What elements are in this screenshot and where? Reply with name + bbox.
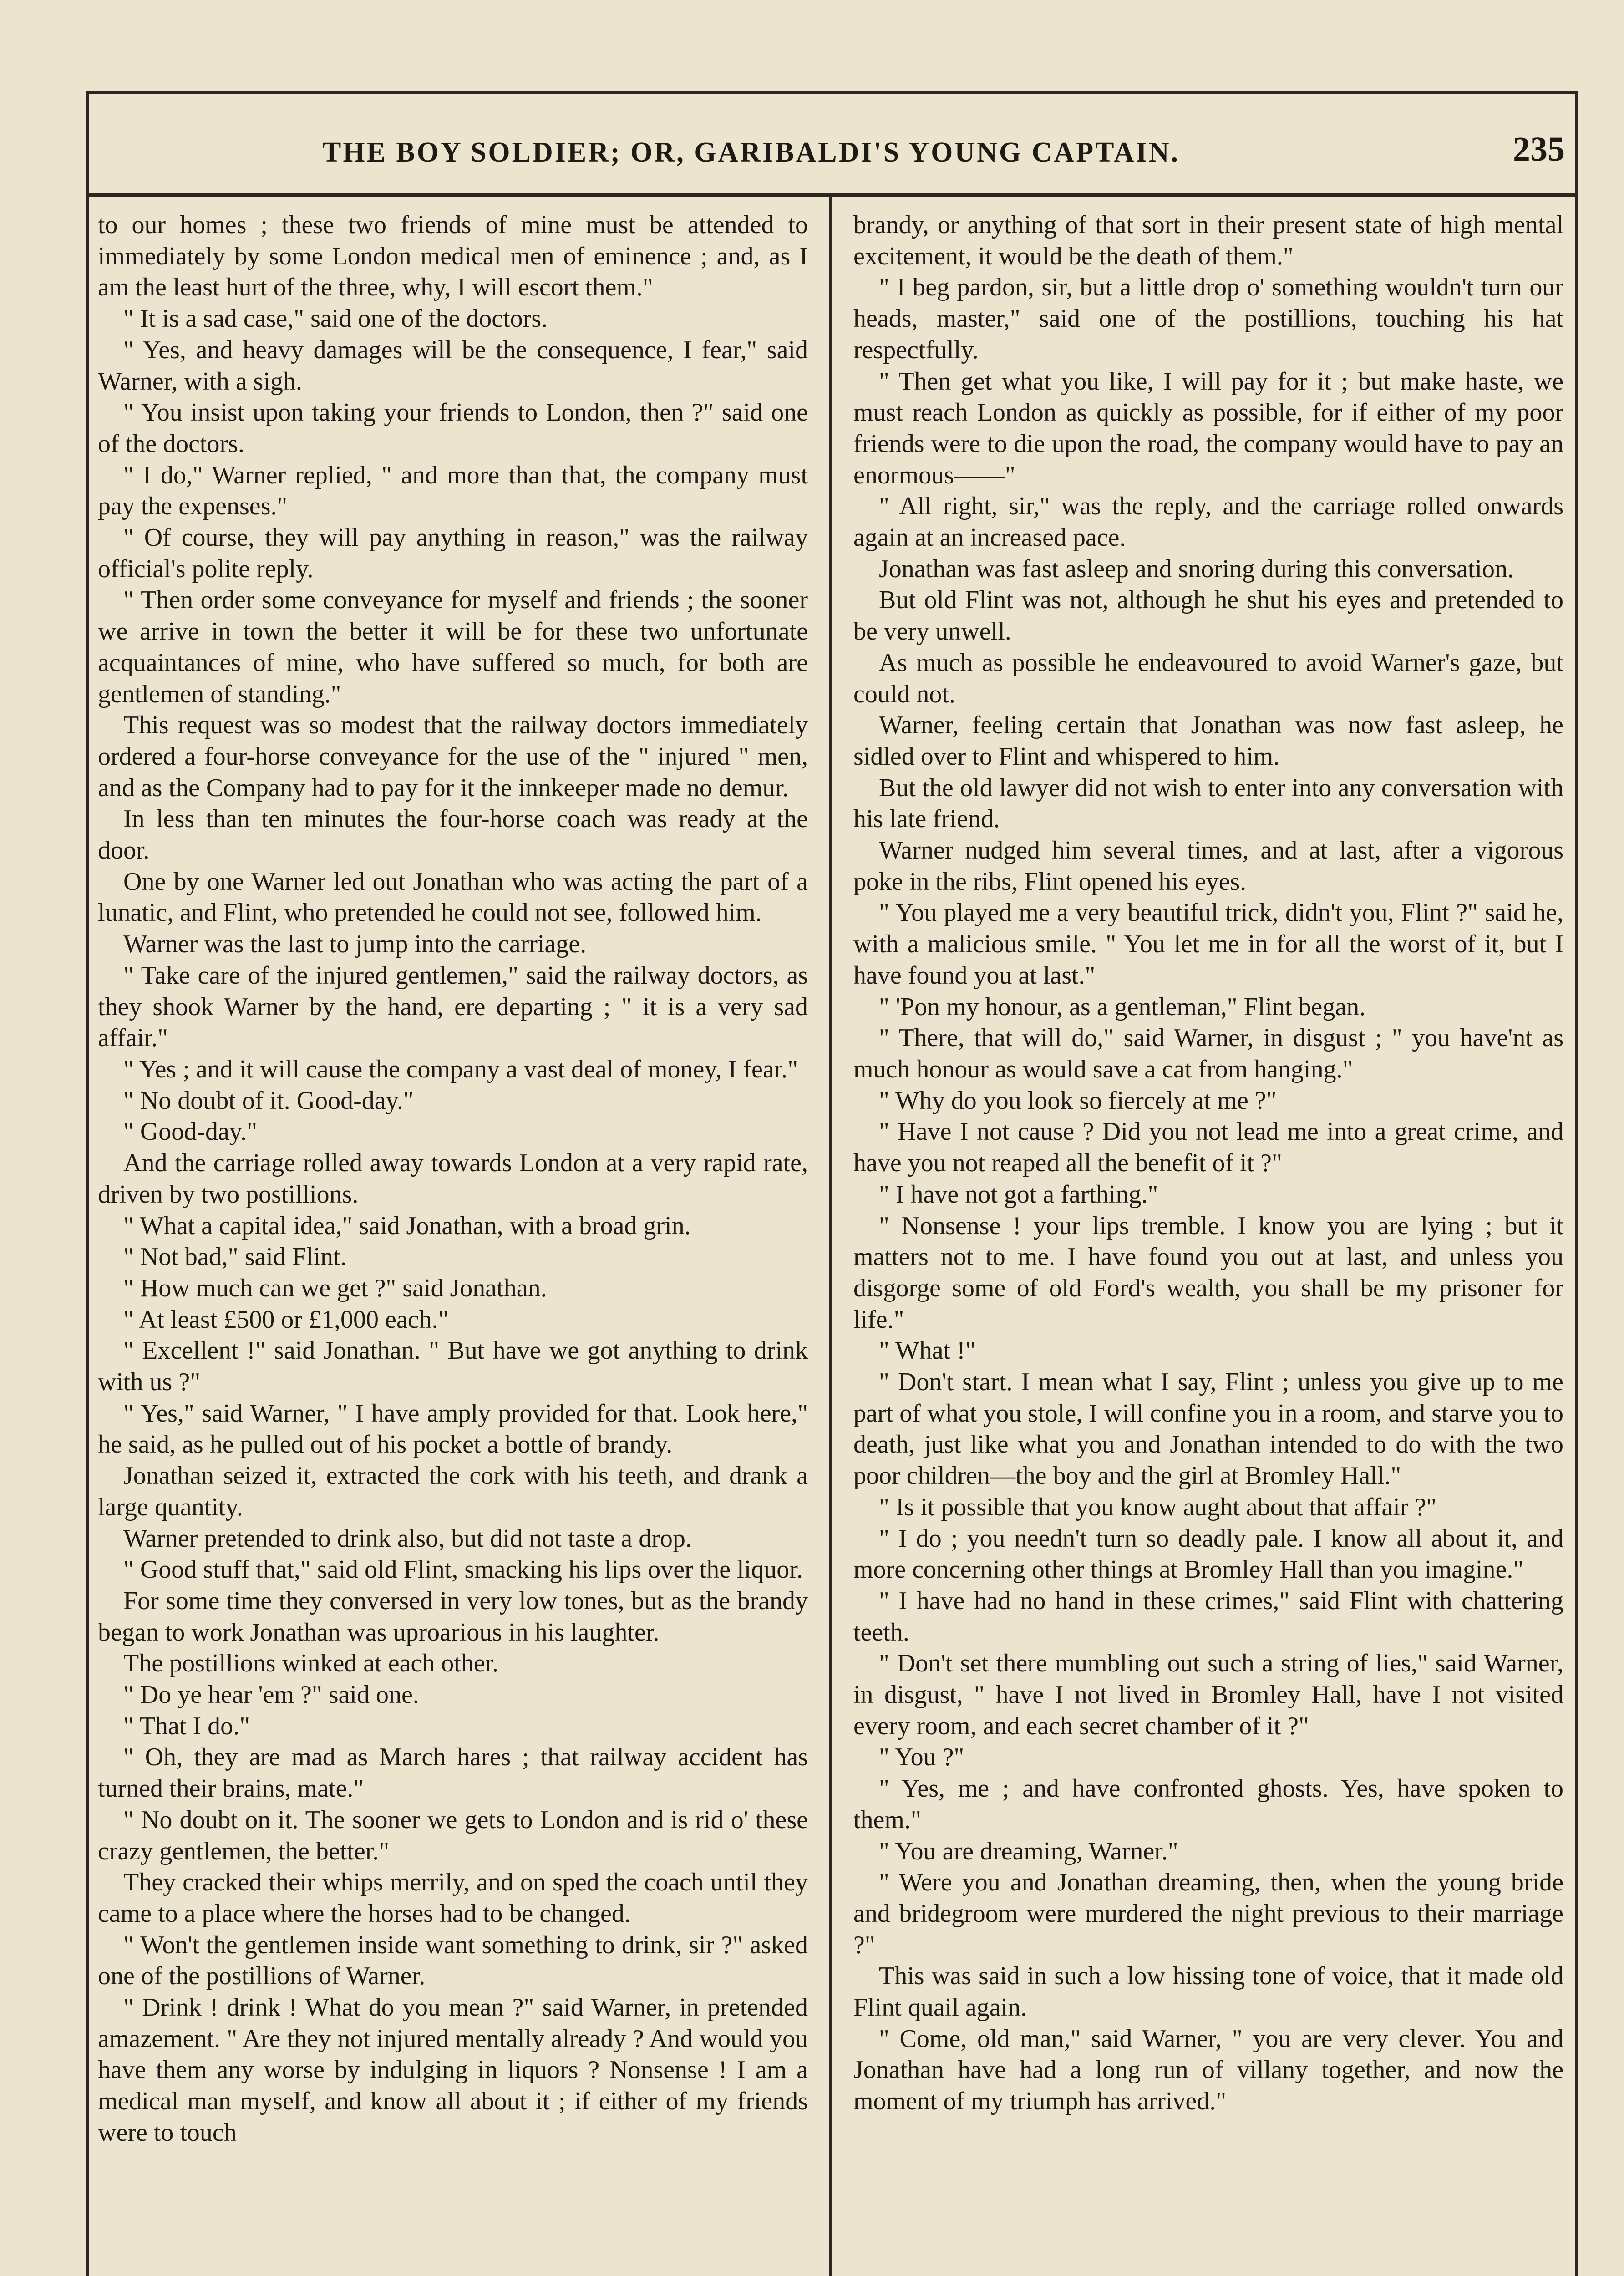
paragraph: " Have I not cause ? Did you not lead me into a great crime, and have you not reaped all the benefit of it ?" bbox=[853, 1118, 1563, 1178]
paragraph: " You ?" bbox=[879, 1743, 964, 1772]
paragraph: But old Flint was not, although he shut his eyes and pretended to be very unwell. bbox=[853, 586, 1563, 646]
paragraph: " At least £500 or £1,000 each." bbox=[123, 1305, 449, 1334]
paragraph: " Drink ! drink ! What do you mean ?" said Warner, in pretended amazement. " Are they not injured mentally already ? And would you have them any worse by indulging in liquors ? Nonsense ! I am a medical man myself, and know all about it ; if either of my friends were to touch bbox=[98, 1993, 808, 2147]
left-column bbox=[93, 209, 826, 2276]
paragraph: " I do," Warner replied, " and more than that, the company must pay the expenses." bbox=[98, 461, 808, 521]
paragraph: " Do ye hear 'em ?" said one. bbox=[123, 1681, 419, 1709]
paragraph: " No doubt of it. Good-day." bbox=[123, 1086, 414, 1115]
paragraph: Warner was the last to jump into the carriage. bbox=[123, 930, 587, 959]
running-title: THE BOY SOLDIER; OR, GARIBALDI'S YOUNG CAPTAIN. bbox=[322, 137, 1180, 168]
paragraph: " What a capital idea," said Jonathan, with a broad grin. bbox=[123, 1211, 691, 1240]
paragraph: " Yes, and heavy damages will be the consequence, I fear," said Warner, with a sigh. bbox=[98, 335, 808, 396]
paragraph: " You insist upon taking your friends to London, then ?" said one of the doctors. bbox=[98, 398, 808, 458]
paragraph: Jonathan seized it, extracted the cork with his teeth, and drank a large quantity. bbox=[98, 1462, 808, 1521]
paragraph: As much as possible he endeavoured to avoid Warner's gaze, but could not. bbox=[853, 648, 1563, 708]
paragraph: " Then get what you like, I will pay for it ; but make haste, we must reach London as quickly as possible, for if either of my poor friends were to die upon the road, the company would have to pay an enormous——" bbox=[853, 367, 1563, 489]
paragraph: And the carriage rolled away towards London at a very rapid rate, driven by two postillions. bbox=[98, 1149, 808, 1209]
paragraph: " Nonsense ! your lips tremble. I know you are lying ; but it matters not to me. I have found you out at last, and unless you disgorge some of old Ford's wealth, you shall be my prisoner for life." bbox=[853, 1211, 1563, 1334]
paragraph: " Yes," said Warner, " I have amply provided for that. Look here," he said, as he pulled out of his pocket a bottle of brandy. bbox=[98, 1399, 808, 1459]
paragraph: Warner pretended to drink also, but did not taste a drop. bbox=[123, 1524, 692, 1553]
paragraph: One by one Warner led out Jonathan who was acting the part of a lunatic, and Flint, who pretended he could not see, followed him. bbox=[98, 867, 808, 927]
paragraph: For some time they conversed in very low tones, but as the brandy began to work Jonathan was uproarious in his laughter. bbox=[98, 1586, 808, 1646]
paragraph: " Good-day." bbox=[123, 1118, 258, 1146]
paragraph: " Take care of the injured gentlemen," said the railway doctors, as they shook Warner by the hand, ere departing ; " it is a very sad affair." bbox=[98, 961, 808, 1052]
right-column bbox=[840, 209, 1573, 2276]
paragraph: " You played me a very beautiful trick, didn't you, Flint ?" said he, with a malicious smile. " You let me in for all the worst of it, but I have found you at last." bbox=[853, 899, 1563, 990]
paragraph: " What !" bbox=[879, 1336, 976, 1365]
paragraph: " Of course, they will pay anything in reason," was the railway official's polite reply. bbox=[98, 523, 808, 583]
paragraph: " I have had no hand in these crimes," said Flint with chattering teeth. bbox=[853, 1586, 1563, 1646]
paragraph: " 'Pon my honour, as a gentleman," Flint began. bbox=[879, 992, 1366, 1021]
paragraph: " You are dreaming, Warner." bbox=[879, 1837, 1178, 1865]
header-rule bbox=[86, 193, 1578, 197]
paragraph: In less than ten minutes the four-horse coach was ready at the door. bbox=[98, 805, 808, 865]
paragraph: This was said in such a low hissing tone of voice, that it made old Flint quail again. bbox=[853, 1962, 1563, 2022]
paragraph: " That I do." bbox=[123, 1712, 250, 1740]
paragraph: " No doubt on it. The sooner we gets to London and is rid o' these crazy gentlemen, the better." bbox=[98, 1805, 808, 1865]
paragraph: " Good stuff that," said old Flint, smacking his lips over the liquor. bbox=[123, 1555, 803, 1584]
paragraph: " I have not got a farthing." bbox=[879, 1180, 1158, 1209]
paragraph: " I do ; you needn't turn so deadly pale. I know all about it, and more concerning other things at Bromley Hall than you imagine." bbox=[853, 1524, 1563, 1584]
paragraph: " It is a sad case," said one of the doctors. bbox=[123, 305, 548, 333]
paragraph: The postillions winked at each other. bbox=[123, 1649, 499, 1678]
paragraph: But the old lawyer did not wish to enter into any conversation with his late friend. bbox=[853, 773, 1563, 833]
paragraph: " Won't the gentlemen inside want something to drink, sir ?" asked one of the postillions of Warner. bbox=[98, 1931, 808, 1991]
paragraph: " Come, old man," said Warner, " you are very clever. You and Jonathan have had a long run of villany together, and now the moment of my triumph has arrived." bbox=[853, 2024, 1563, 2116]
paragraph: " Why do you look so fiercely at me ?" bbox=[879, 1086, 1277, 1115]
paragraph: " Yes ; and it will cause the company a vast deal of money, I fear." bbox=[123, 1055, 798, 1083]
paragraph: " Oh, they are mad as March hares ; that railway accident has turned their brains, mate." bbox=[98, 1743, 808, 1803]
paragraph: to our homes ; these two friends of mine must be attended to immediately by some London medical men of eminence ; and, as I am the least hurt of the three, why, I will escort them." bbox=[98, 211, 808, 302]
paragraph: Jonathan was fast asleep and snoring during this conversation. bbox=[879, 554, 1514, 583]
paragraph: Warner, feeling certain that Jonathan was now fast asleep, he sidled over to Flint and whispered to him. bbox=[853, 711, 1563, 771]
paragraph: " How much can we get ?" said Jonathan. bbox=[123, 1274, 547, 1302]
page-number: 235 bbox=[1513, 130, 1565, 168]
paragraph: " There, that will do," said Warner, in disgust ; " you have'nt as much honour as would save a cat from hanging." bbox=[853, 1024, 1563, 1083]
column-divider bbox=[829, 197, 832, 2276]
paragraph: " Don't set there mumbling out such a string of lies," said Warner, in disgust, " have I not lived in Bromley Hall, have I not visited every room, and each secret chamber of it ?" bbox=[853, 1649, 1563, 1740]
paragraph: " Were you and Jonathan dreaming, then, when the young bride and bridegroom were murdered the night previous to their marriage ?" bbox=[853, 1868, 1563, 1959]
paragraph: " All right, sir," was the reply, and the carriage rolled onwards again at an increased pace. bbox=[853, 492, 1563, 552]
paragraph: " Is it possible that you know aught about that affair ?" bbox=[879, 1493, 1437, 1521]
paragraph: " Then order some conveyance for myself and friends ; the sooner we arrive in town the better it will be for these two unfortunate acquaintances of mine, who have suffered so much, for both are gentlemen of standing." bbox=[98, 586, 808, 708]
paragraph: " Don't start. I mean what I say, Flint ; unless you give up to me part of what you stole, I will confine you in a room, and starve you to death, just like what you and Jonathan intended to do with the two poor children—the boy and the girl at Bromley Hall." bbox=[853, 1368, 1563, 1490]
paragraph: " Not bad," said Flint. bbox=[123, 1243, 347, 1271]
paragraph: brandy, or anything of that sort in their present state of high mental excitement, it would be the death of them." bbox=[853, 211, 1563, 270]
paragraph: They cracked their whips merrily, and on sped the coach until they came to a place where the horses had to be changed. bbox=[98, 1868, 808, 1928]
paragraph: " Yes, me ; and have confronted ghosts. Yes, have spoken to them." bbox=[853, 1774, 1563, 1834]
paragraph: Warner nudged him several times, and at last, after a vigorous poke in the ribs, Flint opened his eyes. bbox=[853, 836, 1563, 896]
paragraph: " Excellent !" said Jonathan. " But have we got anything to drink with us ?" bbox=[98, 1336, 808, 1397]
paragraph: " I beg pardon, sir, but a little drop o' something wouldn't turn our heads, master," said one of the postillions, touching his hat respectfully. bbox=[853, 273, 1563, 364]
paragraph: This request was so modest that the railway doctors immediately ordered a four-horse conveyance for the use of the " injured " men, and as the Company had to pay for it the innkeeper made no demur. bbox=[98, 711, 808, 802]
